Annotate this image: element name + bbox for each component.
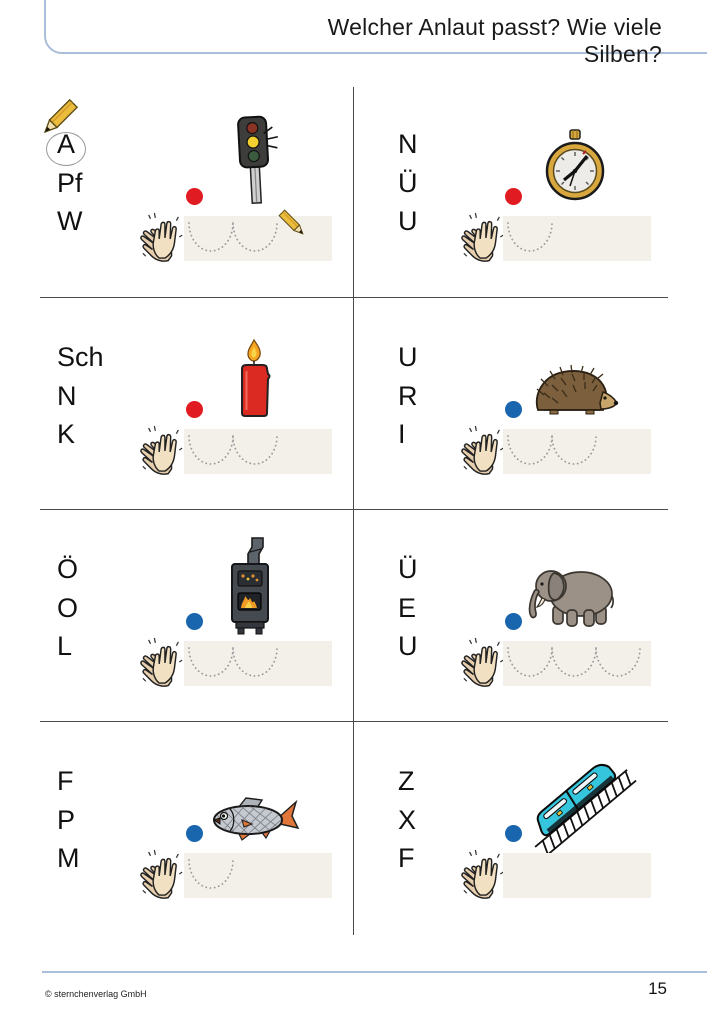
- hedgehog-image: [530, 364, 618, 418]
- pencil-icon: [280, 204, 308, 246]
- letter-option[interactable]: R: [398, 380, 418, 411]
- letter-options: [398, 125, 418, 241]
- letter-option[interactable]: L: [57, 631, 73, 661]
- answer-dot: [505, 188, 522, 205]
- letter-option[interactable]: X: [398, 804, 417, 835]
- page-number: 15: [648, 979, 667, 998]
- letter-options: [57, 125, 83, 241]
- letter-option[interactable]: U: [398, 206, 418, 236]
- letter-option[interactable]: M: [57, 843, 80, 873]
- syllable-arcs-box[interactable]: [184, 216, 332, 261]
- stopwatch-image: [546, 129, 604, 205]
- answer-dot: [505, 825, 522, 842]
- answer-dot: [186, 401, 203, 418]
- letter-option[interactable]: O: [57, 592, 79, 623]
- letter-option[interactable]: Sch: [57, 342, 104, 372]
- clapping-hands-icon: [140, 212, 186, 262]
- exercise-cell-fish: [40, 722, 353, 934]
- letter-option[interactable]: A: [57, 129, 76, 159]
- letter-option[interactable]: F: [57, 766, 74, 796]
- stove-image: [226, 538, 274, 636]
- letter-options: [57, 338, 104, 454]
- exercise-cell-train: [354, 722, 667, 934]
- letter-option[interactable]: Ü: [398, 167, 418, 198]
- letter-option[interactable]: N: [398, 129, 418, 159]
- letter-option[interactable]: F: [398, 843, 415, 873]
- letter-option[interactable]: U: [398, 631, 418, 661]
- letter-option[interactable]: Z: [398, 766, 415, 796]
- letter-option[interactable]: Ü: [398, 554, 418, 584]
- syllable-arcs-box[interactable]: [184, 429, 332, 474]
- answer-dot: [505, 613, 522, 630]
- elephant-image: [526, 562, 618, 630]
- letter-options: [398, 762, 416, 878]
- answer-dot: [505, 401, 522, 418]
- letter-options: [398, 338, 418, 454]
- letter-option[interactable]: E: [398, 592, 417, 623]
- page-title: Welcher Anlaut passt? Wie viele Silben?: [327, 14, 662, 67]
- letter-option[interactable]: Ö: [57, 554, 79, 584]
- letter-option[interactable]: I: [398, 419, 406, 449]
- candle-image: [234, 338, 274, 418]
- exercise-cell-traffic-light: [40, 85, 353, 297]
- exercise-cell-hedgehog: [354, 298, 667, 510]
- syllable-arcs-box[interactable]: [503, 853, 651, 898]
- syllable-arcs-box[interactable]: [503, 429, 651, 474]
- answer-dot: [186, 825, 203, 842]
- footer-line: [42, 971, 707, 973]
- clapping-hands-icon: [140, 637, 186, 687]
- clapping-hands-icon: [461, 425, 507, 475]
- exercise-cell-candle: [40, 298, 353, 510]
- syllable-arcs-box[interactable]: [184, 641, 332, 686]
- letter-option[interactable]: U: [398, 342, 418, 372]
- letter-options: [398, 550, 418, 666]
- exercise-cell-stove: [40, 510, 353, 722]
- answer-dot: [186, 613, 203, 630]
- syllable-arcs-box[interactable]: [184, 853, 332, 898]
- clapping-hands-icon: [140, 849, 186, 899]
- letter-option[interactable]: Pf: [57, 167, 83, 198]
- syllable-arcs-box[interactable]: [503, 641, 651, 686]
- traffic-light-image: [228, 115, 282, 205]
- exercise-cell-stopwatch: [354, 85, 667, 297]
- train-image: [522, 746, 626, 854]
- letter-option[interactable]: K: [57, 419, 76, 449]
- letter-option[interactable]: N: [57, 380, 77, 411]
- letter-options: [57, 550, 78, 666]
- letter-option[interactable]: W: [57, 206, 83, 236]
- exercise-cell-elephant: [354, 510, 667, 722]
- answer-dot: [186, 188, 203, 205]
- clapping-hands-icon: [461, 212, 507, 262]
- copyright-text: © sternchenverlag GmbH: [45, 989, 147, 999]
- clapping-hands-icon: [461, 849, 507, 899]
- fish-image: [204, 794, 300, 842]
- syllable-arcs-box[interactable]: [503, 216, 651, 261]
- clapping-hands-icon: [461, 637, 507, 687]
- clapping-hands-icon: [140, 425, 186, 475]
- letter-option[interactable]: P: [57, 804, 76, 835]
- letter-options: [57, 762, 80, 878]
